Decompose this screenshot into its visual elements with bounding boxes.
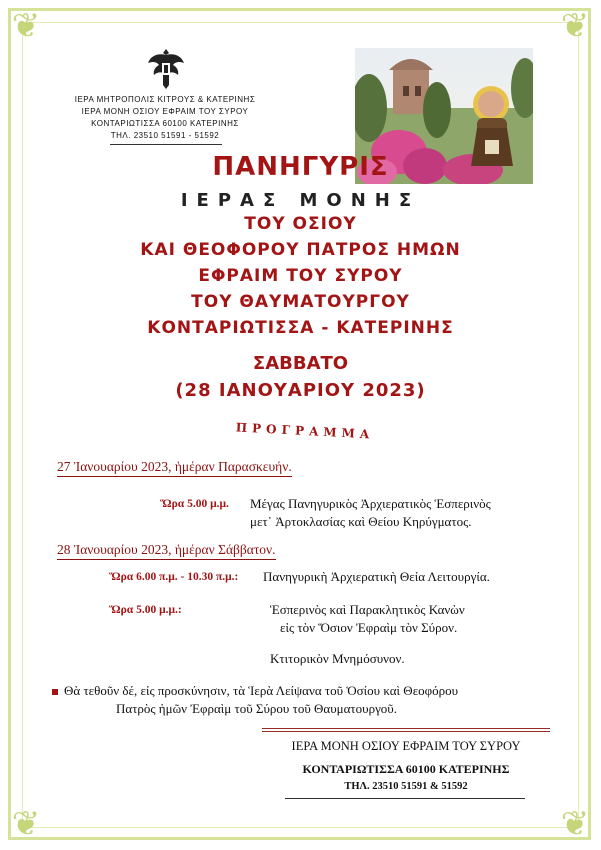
schedule-day-1-desc-cont: μετ᾽ Ἀρτοκλασίας καὶ Θείου Κηρύγματος. (250, 514, 472, 529)
schedule-day-1-time: Ὥρα 5.00 μ.μ. (160, 498, 229, 510)
corner-ornament-icon: ❦ (11, 804, 41, 844)
subtitle-monastery: ΙΕΡΑΣ ΜΟΝΗΣ (180, 190, 421, 211)
event-date: (28 ΙΑΝΟΥΑΡΙΟΥ 2023) (175, 380, 426, 401)
footer-monastery: ΙΕΡΑ ΜΟΝΗ ΟΣΙΟΥ ΕΦΡΑΙΜ ΤΟΥ ΣΥΡΟΥ (291, 739, 521, 753)
schedule-day-1-desc: Μέγας Πανηγυρικὸς Ἀρχιερατικὸς Ἑσπερινὸς (250, 496, 491, 511)
relics-note-cont: Πατρὸς ἡμῶν Ἐφραὶμ τοῦ Σύρου τοῦ Θαυματουργοῦ. (116, 701, 397, 716)
event-day: ΣΑΒΒΑΤΟ (252, 353, 349, 374)
title-line-2: ΚΑΙ ΘΕΟΦΟΡΟΥ ΠΑΤΡΟΣ ΗΜΩΝ (140, 240, 461, 260)
title-line-1: ΤΟΥ ΟΣΙΟΥ (244, 214, 357, 234)
footer-address: ΚΟΝΤΑΡΙΩΤΙΣΣΑ 60100 ΚΑΤΕΡΙΝΗΣ (302, 762, 510, 776)
header-phone: ΤΗΛ. 23510 51591 - 51592 (110, 131, 220, 140)
schedule-day-2-time-1: Ὥρα 6.00 π.μ. - 10.30 π.μ.: (109, 571, 239, 583)
footer-phone: ΤΗΛ. 23510 51591 & 51592 (344, 781, 468, 792)
schedule-day-2-desc-2: Ἑσπερινὸς καὶ Παρακλητικὸς Κανὼν (270, 602, 465, 617)
corner-ornament-icon: ❦ (560, 804, 590, 844)
header-divider (110, 144, 222, 145)
program-heading: ΠΡΟΓΡΑΜΜΑ (235, 420, 375, 442)
relics-note: Θὰ τεθοῦν δέ, εἰς προσκύνησιν, τὰ Ἱερὰ Λείψανα τοῦ Ὁσίου καὶ Θεοφόρου (64, 683, 459, 698)
schedule-day-1-heading: 27 Ἰανουαρίου 2023, ἡμέραν Παρασκευήν. (57, 459, 292, 477)
schedule-day-2-heading: 28 Ἰανουαρίου 2023, ἡμέραν Σάββατον. (57, 542, 276, 560)
footer-underline (285, 798, 525, 799)
corner-ornament-icon: ❦ (11, 6, 41, 46)
header-monastery: ΙΕΡΑ ΜΟΝΗ ΟΣΙΟΥ ΕΦΡΑΙΜ ΤΟΥ ΣΥΡΟΥ (81, 107, 249, 116)
title-line-5: ΚΟΝΤΑΡΙΩΤΙΣΣΑ - ΚΑΤΕΡΙΝΗΣ (147, 318, 454, 338)
page-title: ΠΑΝΗΓΥΡΙΣ (212, 152, 389, 182)
header-metropolis: ΙΕΡΑ ΜΗΤΡΟΠΟΛΙΣ ΚΙΤΡΟΥΣ & ΚΑΤΕΡΙΝΗΣ (74, 95, 256, 104)
double-headed-eagle-crest-icon (145, 45, 187, 91)
note-bullet-icon (52, 689, 58, 695)
title-line-3: ΕΦΡΑΙΜ ΤΟΥ ΣΥΡΟΥ (198, 266, 403, 286)
schedule-day-2-desc-3: Κτιτορικὸν Μνημόσυνον. (270, 651, 405, 666)
schedule-day-2-desc-1: Πανηγυρικὴ Ἀρχιερατικὴ Θεία Λειτουργία. (263, 569, 490, 584)
corner-ornament-icon: ❦ (560, 6, 590, 46)
schedule-day-2-desc-2-cont: εἰς τὸν Ὅσιον Ἐφραὶμ τὸν Σύρον. (280, 620, 458, 635)
footer-divider (262, 731, 550, 732)
title-line-4: ΤΟΥ ΘΑΥΜΑΤΟΥΡΓΟΥ (191, 292, 410, 312)
header-address: ΚΟΝΤΑΡΙΩΤΙΣΣΑ 60100 ΚΑΤΕΡΙΝΗΣ (91, 119, 239, 128)
schedule-day-2-time-2: Ὥρα 5.00 μ.μ.: (109, 604, 182, 616)
footer-divider (262, 728, 550, 729)
